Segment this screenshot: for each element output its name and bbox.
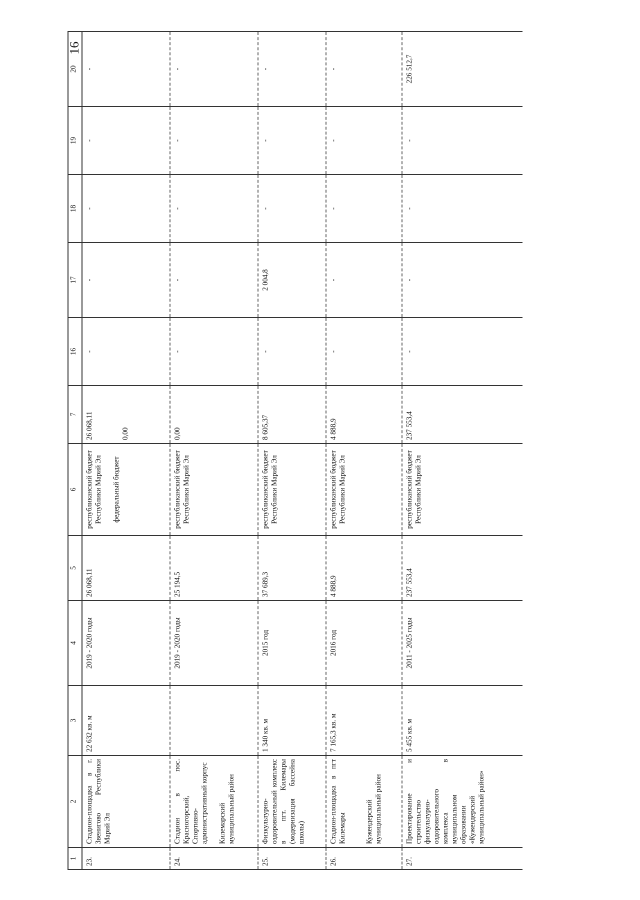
period: 2015 год xyxy=(258,601,326,686)
col-header: 3 xyxy=(68,686,82,756)
value-col19: - xyxy=(82,107,170,175)
value-col16: - xyxy=(402,318,522,386)
cost: 37 689,3 xyxy=(258,536,326,601)
funding-source: республиканский бюджет Республики Марий Эл xyxy=(170,444,258,536)
col-header: 1 xyxy=(68,848,82,870)
row-number: 27. xyxy=(402,848,522,870)
funding-source: республиканский бюджет Республики Марий Эл xyxy=(326,444,402,536)
value-col20: - xyxy=(258,32,326,107)
value-col7: 4 888,9 xyxy=(326,386,402,444)
value-col7: 8 605,37 xyxy=(258,386,326,444)
value-col20: - xyxy=(326,32,402,107)
value-col16: - xyxy=(170,318,258,386)
value-col17: 2 004,8 xyxy=(258,243,326,318)
value-col16: - xyxy=(258,318,326,386)
col-header: 20 xyxy=(68,32,82,107)
cost: 26 068,11 xyxy=(82,536,170,601)
table-row xyxy=(402,32,522,870)
object-area xyxy=(170,686,258,756)
page-number: 16 xyxy=(66,41,82,55)
value-col17: - xyxy=(402,243,522,318)
object-name: Проектирование и строительство физкультурно-оздоровительного комплекса в муниципальном образовании «Кужендерский муниципальный район» xyxy=(402,756,522,848)
value-col18: - xyxy=(258,175,326,243)
value-col7: 26 068,11 0,00 xyxy=(82,386,170,444)
value-col19: - xyxy=(170,107,258,175)
value-col18: - xyxy=(402,175,522,243)
object-name: Стадион-площадка в г. Звенигово Республики Марий Эл xyxy=(82,756,170,848)
table-row xyxy=(326,32,402,870)
period: 2016 год xyxy=(326,601,402,686)
col-header: 19 xyxy=(68,107,82,175)
col-header: 16 xyxy=(68,318,82,386)
value-col16: - xyxy=(82,318,170,386)
value-col18: - xyxy=(326,175,402,243)
col-header: 6 xyxy=(68,444,82,536)
object-name: Стадион в пос. Красногорский, Спортивно-административный корпус Килемарский муниципальный район xyxy=(170,756,258,848)
value-col17: - xyxy=(82,243,170,318)
cost: 4 888,9 xyxy=(326,536,402,601)
header-row xyxy=(68,32,82,870)
value-col18: - xyxy=(170,175,258,243)
row-number: 25. xyxy=(258,848,326,870)
row-number: 23. xyxy=(82,848,170,870)
rotated-table-container xyxy=(68,30,573,870)
period: 2011 - 2025 годы xyxy=(402,601,522,686)
col-header: 18 xyxy=(68,175,82,243)
table-row xyxy=(258,32,326,870)
value-col20: - xyxy=(170,32,258,107)
table-row xyxy=(170,32,258,870)
col-header: 4 xyxy=(68,601,82,686)
object-area: 1 340 кв. м xyxy=(258,686,326,756)
value-col19: - xyxy=(258,107,326,175)
value-col19: - xyxy=(402,107,522,175)
col-header: 7 xyxy=(68,386,82,444)
object-name: Физкультурно-оздоровительный комплекс в пгт. Килемары (модернизация бассейна школы) xyxy=(258,756,326,848)
value-col17: - xyxy=(170,243,258,318)
value-col20: - xyxy=(82,32,170,107)
object-area: 5 455 кв. м xyxy=(402,686,522,756)
table-row xyxy=(82,32,170,870)
period: 2019 - 2020 годы xyxy=(170,601,258,686)
col-header: 5 xyxy=(68,536,82,601)
cost: 237 553,4 xyxy=(402,536,522,601)
value-col16: - xyxy=(326,318,402,386)
value-col20: 226 512,7 xyxy=(402,32,522,107)
object-area: 7 165,3 кв. м xyxy=(326,686,402,756)
object-area: 22 632 кв. м xyxy=(82,686,170,756)
funding-source: республиканский бюджет Республики Марий Эл федеральный бюджет xyxy=(82,444,170,536)
value-col18: - xyxy=(82,175,170,243)
funding-source: республиканский бюджет Республики Марий Эл xyxy=(402,444,522,536)
value-col19: - xyxy=(326,107,402,175)
row-number: 26. xyxy=(326,848,402,870)
funding-source: республиканский бюджет Республики Марий Эл xyxy=(258,444,326,536)
col-header: 2 xyxy=(68,756,82,848)
col-header: 17 xyxy=(68,243,82,318)
value-col7: 237 553,4 xyxy=(402,386,522,444)
object-name: Стадион-площадка в пгт Килемары Кужендерский муниципальный район xyxy=(326,756,402,848)
value-col17: - xyxy=(326,243,402,318)
value-col7: 0,00 xyxy=(170,386,258,444)
data-table xyxy=(68,31,523,870)
period: 2019 - 2020 годы xyxy=(82,601,170,686)
row-number: 24. xyxy=(170,848,258,870)
cost: 25 194,5 xyxy=(170,536,258,601)
